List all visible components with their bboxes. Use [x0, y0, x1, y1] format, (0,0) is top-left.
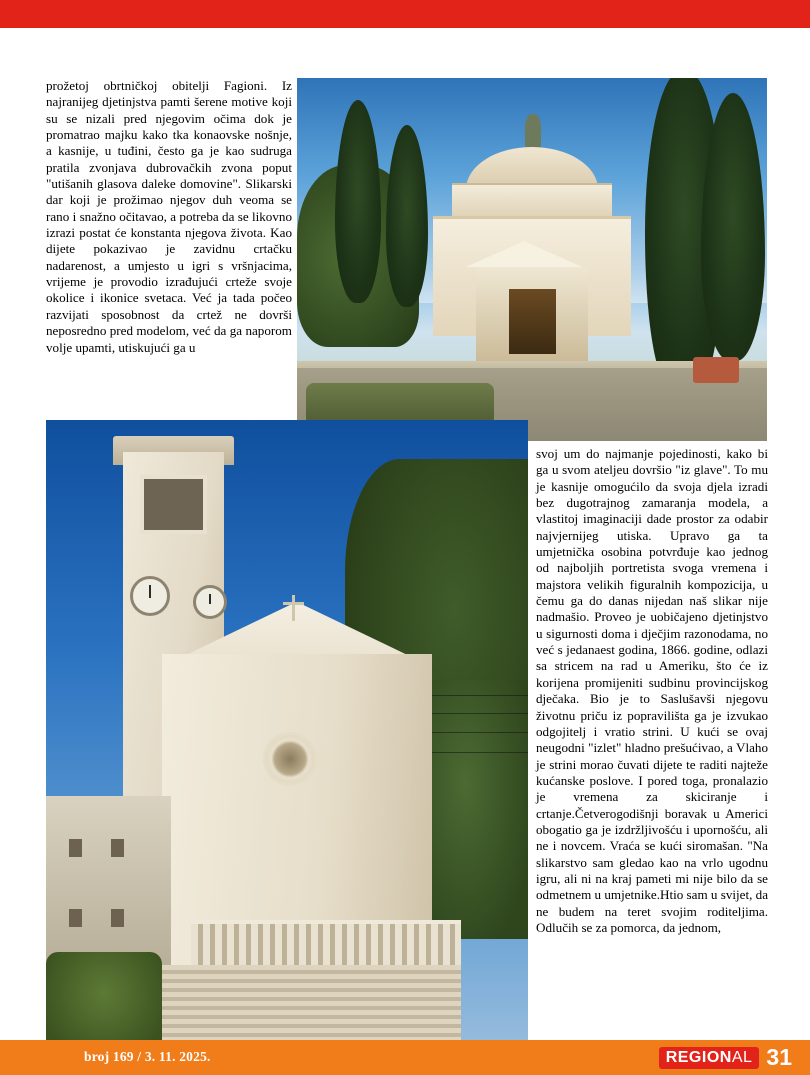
footer-bar [0, 1040, 810, 1075]
roof-statue [525, 114, 541, 148]
rose-window [263, 732, 317, 786]
flower-planter [693, 357, 739, 383]
clock-face [130, 576, 170, 616]
body-text-right-column: svoj um do najmanje pojedinosti, kako bi ga u svom ateljeu dovršio "iz glave". To mu je kasnije omogućilo da svoja djela izradi bez dugotrajnog zamaranja modela, a vlastitoj imaginaciji dade prostor za odabir najvjernijeg utiska. Upravo ga ta umjetnička osobina potvrđuje kao jednog od najboljih portretista svoga vremena i majstora velikih figuralnih kompozicija, u čemu ga do danas nijedan naš slikar nije nadmašio. Proveo je uobičajeno djetinjstvo u sigurnosti doma i dječjim razonodama, no već s jedanaest godina, 1866. godine, odlazi sa stricem na rad u Ameriku, što će iz korijena promijeniti sudbinu provincijskog dječaka. Bio je to Saslušavši njegovu životnu priču iz popravilišta ga je izvukao odgojitelj i vratio strini. U kući se ovaj neugodni "izlet" hladno prešućivao, a Vlaho je strini morao čuvati dijete te raditi najteže kućanske poslove. I pored toga, pronalazio je vremena za skiciranje i crtanje.Četverogodišnji boravak u Americi obogatio ga je izdržljivošću i upornošću, ali ne i novcem. Vraća se kući siromašan. "Na slikarstvo sam gledao kao na vrlo ugodnu igru, ali ni na kraj pameti mi nije bilo da se odmetnem u umjetnike.Htio sam u svijet, da ne budem na teret svojim roditeljima. Odlučih se za pomorca, da jednom, [536, 446, 772, 935]
logo-badge [659, 1047, 760, 1069]
top-red-bar [0, 0, 810, 28]
issue-line: broj 169 / 3. 11. 2025. [84, 1049, 211, 1064]
church-photo [46, 420, 528, 1069]
entrance-door [509, 289, 556, 354]
regional-logo [659, 1044, 792, 1071]
page-body [0, 28, 810, 1040]
logo-text-thin: AL [731, 1048, 753, 1066]
belfry-opening [140, 475, 207, 533]
mausoleum-photo [297, 78, 767, 441]
page-number: 31 [766, 1044, 792, 1070]
body-text-left-column: prožetoj obrtničkoj obitelji Fagioni. Iz najranijeg djetinjstva pamti šerene motive koji su se nizali pred njegovim očima dok je promatrao majku kako tka konaovske nošnje, a kasnije, u tuđini, često ga je kao sudruga pratila zvonjava dubrovačkih zvona poput "utišanih glasova daleke domovine". Slikarski dar koji je prožimao njegov duh veoma se rano i snažno očitavao, a potreba da se likovno izrazi postat će konstanta njegova života. Kao dijete pokazivao je zavidnu crtačku nadarenost, a umjesto u igri s vršnjacima, vrijeme je provodio izrađujući crteže svoje okolice i ikonice svetaca. Već ja tada počeo razvijati sposobnost da crtež ne dovrši neposredno pred modelom, već da ga naporom volje upamti, utiskujući ga u [46, 78, 296, 355]
dome-drum [452, 183, 612, 219]
pediment [466, 241, 582, 267]
logo-text-bold: REGION [665, 1048, 732, 1066]
roof-cross [292, 595, 295, 621]
